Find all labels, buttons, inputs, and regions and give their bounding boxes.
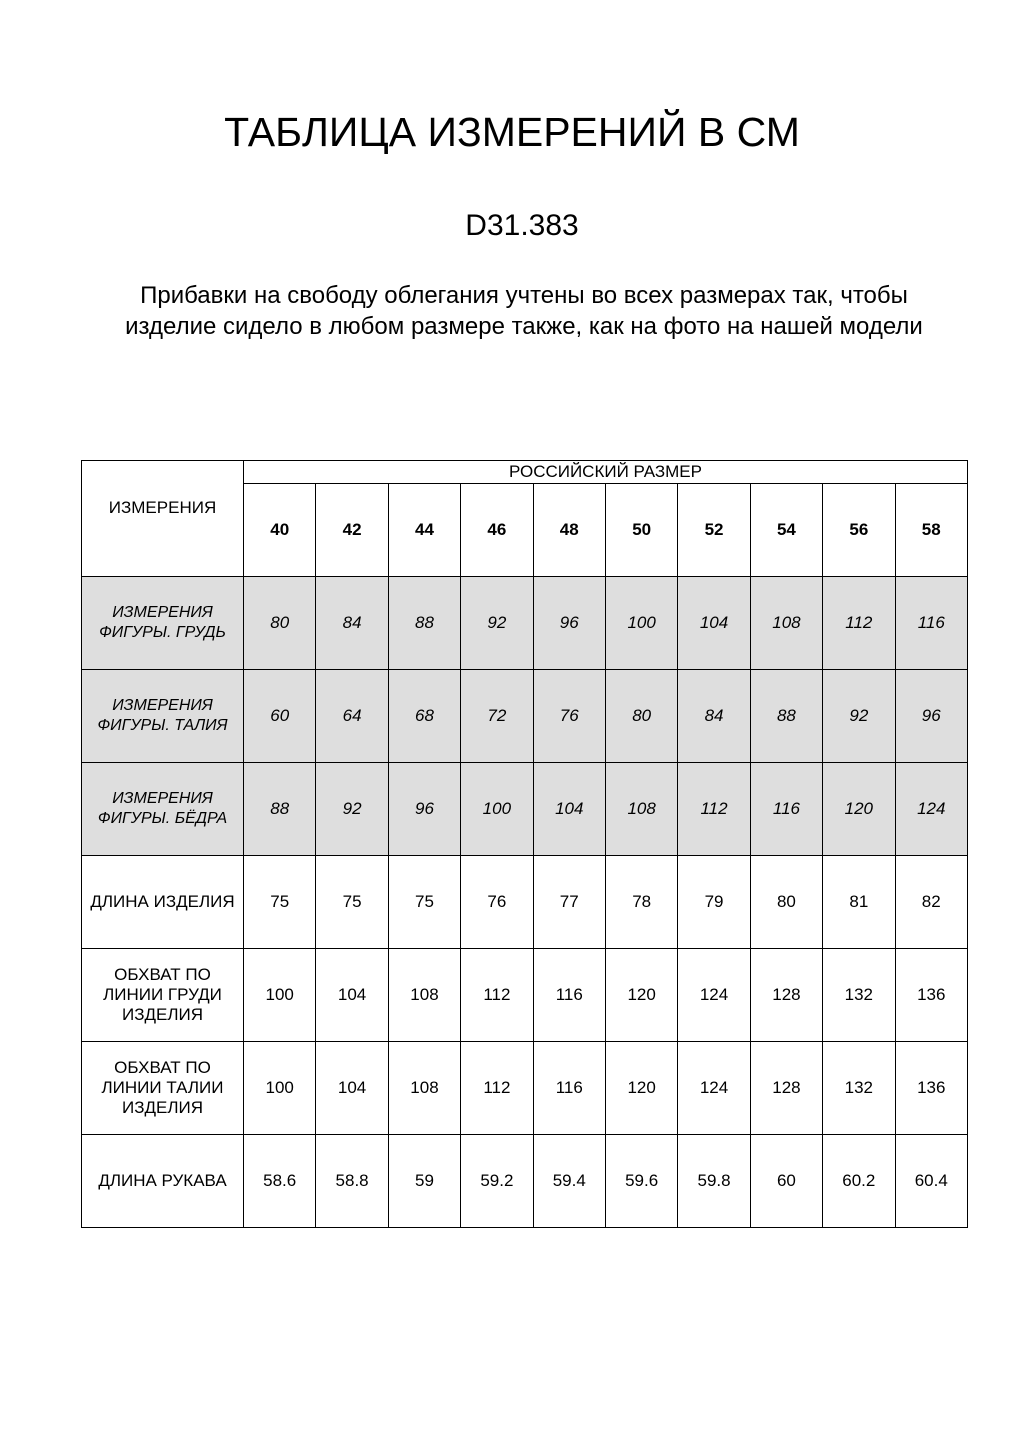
table-cell: 58.8 bbox=[316, 1135, 388, 1228]
size-header-cell: 44 bbox=[388, 484, 460, 577]
russian-size-header: РОССИЙСКИЙ РАЗМЕР bbox=[244, 461, 968, 484]
table-cell: 82 bbox=[895, 856, 967, 949]
row-label: ОБХВАТ ПО ЛИНИИ ГРУДИ ИЗДЕЛИЯ bbox=[82, 949, 244, 1042]
table-cell: 116 bbox=[895, 577, 967, 670]
size-header-cell: 40 bbox=[244, 484, 316, 577]
table-cell: 59 bbox=[388, 1135, 460, 1228]
table-cell: 104 bbox=[316, 949, 388, 1042]
table-cell: 112 bbox=[823, 577, 895, 670]
table-cell: 104 bbox=[533, 763, 605, 856]
table-cell: 79 bbox=[678, 856, 750, 949]
table-cell: 108 bbox=[388, 1042, 460, 1135]
table-row-sleeve bbox=[82, 1135, 968, 1228]
table-cell: 88 bbox=[750, 670, 822, 763]
table-cell: 120 bbox=[823, 763, 895, 856]
article-number: D31.383 bbox=[465, 209, 579, 242]
table-cell: 108 bbox=[750, 577, 822, 670]
table-cell: 76 bbox=[461, 856, 533, 949]
size-table-body bbox=[82, 461, 968, 1228]
size-header-cell: 50 bbox=[605, 484, 677, 577]
table-cell: 80 bbox=[605, 670, 677, 763]
row-label: ИЗМЕРЕНИЯ ФИГУРЫ. ГРУДЬ bbox=[82, 577, 244, 670]
table-cell: 108 bbox=[388, 949, 460, 1042]
table-cell: 108 bbox=[605, 763, 677, 856]
row-label: ИЗМЕРЕНИЯ ФИГУРЫ. БЁДРА bbox=[82, 763, 244, 856]
table-cell: 112 bbox=[461, 949, 533, 1042]
row-label: ИЗМЕРЕНИЯ ФИГУРЫ. ТАЛИЯ bbox=[82, 670, 244, 763]
table-cell: 84 bbox=[678, 670, 750, 763]
table-row-length bbox=[82, 856, 968, 949]
table-cell: 100 bbox=[605, 577, 677, 670]
fit-note: Прибавки на свободу облегания учтены во всех размерах так, чтобы изделие сидело в любом размере также, как на фото на нашей модели bbox=[125, 282, 923, 340]
table-cell: 124 bbox=[678, 949, 750, 1042]
table-cell: 60.4 bbox=[895, 1135, 967, 1228]
table-cell: 124 bbox=[678, 1042, 750, 1135]
table-cell: 100 bbox=[244, 949, 316, 1042]
table-cell: 75 bbox=[316, 856, 388, 949]
table-cell: 96 bbox=[388, 763, 460, 856]
size-header-cell: 58 bbox=[895, 484, 967, 577]
table-cell: 72 bbox=[461, 670, 533, 763]
measurements-header: ИЗМЕРЕНИЯ bbox=[82, 461, 244, 577]
table-row-garment-chest bbox=[82, 949, 968, 1042]
table-cell: 77 bbox=[533, 856, 605, 949]
table-cell: 75 bbox=[244, 856, 316, 949]
table-cell: 92 bbox=[316, 763, 388, 856]
size-header-cell: 42 bbox=[316, 484, 388, 577]
table-cell: 80 bbox=[750, 856, 822, 949]
table-row-chest bbox=[82, 577, 968, 670]
size-header-cell: 46 bbox=[461, 484, 533, 577]
table-cell: 120 bbox=[605, 949, 677, 1042]
table-cell: 92 bbox=[461, 577, 533, 670]
table-cell: 76 bbox=[533, 670, 605, 763]
table-cell: 104 bbox=[678, 577, 750, 670]
table-row-hips bbox=[82, 763, 968, 856]
table-cell: 75 bbox=[388, 856, 460, 949]
table-cell: 104 bbox=[316, 1042, 388, 1135]
table-cell: 96 bbox=[533, 577, 605, 670]
table-cell: 136 bbox=[895, 1042, 967, 1135]
table-cell: 81 bbox=[823, 856, 895, 949]
table-row-garment-waist bbox=[82, 1042, 968, 1135]
table-cell: 136 bbox=[895, 949, 967, 1042]
table-cell: 128 bbox=[750, 949, 822, 1042]
table-cell: 116 bbox=[533, 949, 605, 1042]
table-cell: 88 bbox=[388, 577, 460, 670]
table-cell: 59.6 bbox=[605, 1135, 677, 1228]
table-cell: 60 bbox=[750, 1135, 822, 1228]
size-header-cell: 56 bbox=[823, 484, 895, 577]
table-cell: 60.2 bbox=[823, 1135, 895, 1228]
table-cell: 96 bbox=[895, 670, 967, 763]
table-cell: 59.4 bbox=[533, 1135, 605, 1228]
table-cell: 112 bbox=[461, 1042, 533, 1135]
table-cell: 59.2 bbox=[461, 1135, 533, 1228]
header-row-group bbox=[82, 461, 968, 484]
table-cell: 120 bbox=[605, 1042, 677, 1135]
size-table bbox=[81, 460, 968, 1228]
table-cell: 68 bbox=[388, 670, 460, 763]
table-cell: 100 bbox=[244, 1042, 316, 1135]
size-header-cell: 48 bbox=[533, 484, 605, 577]
row-label: ДЛИНА РУКАВА bbox=[82, 1135, 244, 1228]
table-cell: 58.6 bbox=[244, 1135, 316, 1228]
size-header-cell: 54 bbox=[750, 484, 822, 577]
table-cell: 84 bbox=[316, 577, 388, 670]
table-cell: 88 bbox=[244, 763, 316, 856]
page-title: ТАБЛИЦА ИЗМЕРЕНИЙ В СМ bbox=[224, 109, 800, 155]
table-cell: 64 bbox=[316, 670, 388, 763]
table-cell: 124 bbox=[895, 763, 967, 856]
table-cell: 116 bbox=[533, 1042, 605, 1135]
table-cell: 100 bbox=[461, 763, 533, 856]
table-cell: 128 bbox=[750, 1042, 822, 1135]
table-row-waist bbox=[82, 670, 968, 763]
table-cell: 59.8 bbox=[678, 1135, 750, 1228]
table-cell: 80 bbox=[244, 577, 316, 670]
size-header-cell: 52 bbox=[678, 484, 750, 577]
table-cell: 116 bbox=[750, 763, 822, 856]
table-cell: 60 bbox=[244, 670, 316, 763]
row-label: ДЛИНА ИЗДЕЛИЯ bbox=[82, 856, 244, 949]
table-cell: 112 bbox=[678, 763, 750, 856]
table-cell: 92 bbox=[823, 670, 895, 763]
table-cell: 132 bbox=[823, 949, 895, 1042]
table-cell: 78 bbox=[605, 856, 677, 949]
row-label: ОБХВАТ ПО ЛИНИИ ТАЛИИ ИЗДЕЛИЯ bbox=[82, 1042, 244, 1135]
table-cell: 132 bbox=[823, 1042, 895, 1135]
